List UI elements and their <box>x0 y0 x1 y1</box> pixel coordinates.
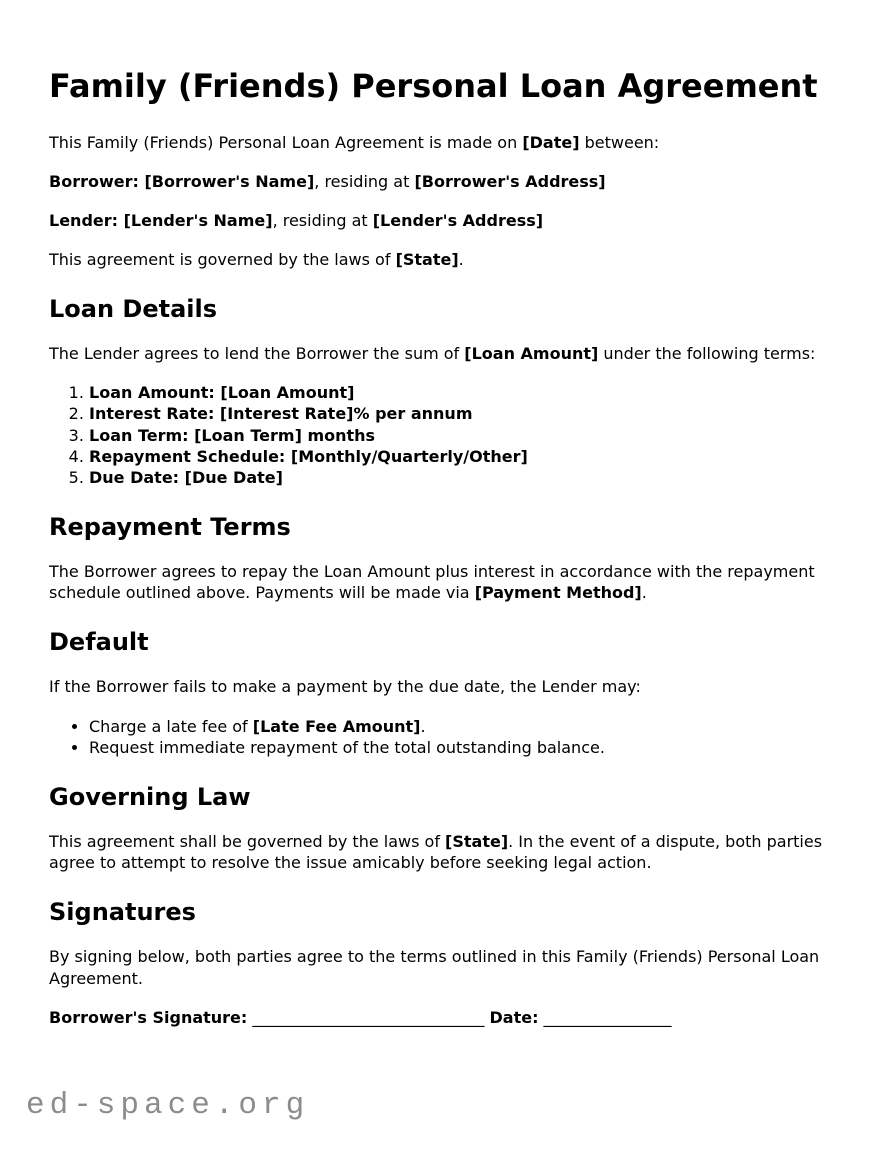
section-heading-signatures: Signatures <box>49 898 196 927</box>
section-heading-repayment-terms: Repayment Terms <box>49 512 291 541</box>
loan-details-intro: The Lender agrees to lend the Borrower the sum of [Loan Amount] under the following terms: <box>49 344 816 364</box>
loan-term-item-repayment-schedule: 4. Repayment Schedule: [Monthly/Quarterly/Other] <box>89 446 843 467</box>
governing-law-body: This agreement shall be governed by the laws of [State]. In the event of a dispute, both parties agree to attempt to resolve the issue amicably before seeking legal action. <box>49 831 823 873</box>
section-heading-default: Default <box>49 628 149 657</box>
section-heading-loan-details: Loan Details <box>49 295 218 324</box>
default-action-immediate-repayment: • Request immediate repayment of the total outstanding balance. <box>89 737 843 758</box>
watermark: ed-space.org <box>26 1088 310 1123</box>
document-title: Family (Friends) Personal Loan Agreement <box>49 67 818 105</box>
default-action-late-fee: • Charge a late fee of [Late Fee Amount]. <box>89 716 843 737</box>
governed-by-line: This agreement is governed by the laws of [State]. <box>49 249 464 269</box>
signatures-body: By signing below, both parties agree to the terms outlined in this Family (Friends) Personal Loan Agreement. <box>49 947 820 988</box>
default-intro: If the Borrower fails to make a payment by the due date, the Lender may: <box>49 677 641 697</box>
loan-term-item-interest-rate: 2. Interest Rate: [Interest Rate]% per annum <box>89 403 843 424</box>
loan-term-item-due-date: 5. Due Date: [Due Date] <box>89 467 843 488</box>
borrower-identity-line: Borrower: [Borrower's Name], residing at [Borrower's Address] <box>49 171 606 191</box>
loan-term-item-amount: 1. Loan Amount: [Loan Amount] <box>89 382 843 403</box>
default-actions-list <box>49 716 843 758</box>
loan-term-item-loan-term: 3. Loan Term: [Loan Term] months <box>89 425 843 446</box>
lender-identity-line: Lender: [Lender's Name], residing at [Lender's Address] <box>49 210 544 230</box>
loan-terms-list <box>49 382 843 488</box>
borrower-signature-line: Borrower's Signature: _____________________________ Date: ________________ <box>49 1007 672 1027</box>
repayment-terms-body: The Borrower agrees to repay the Loan Amount plus interest in accordance with the repayment schedule outlined above. Payments will be made via [Payment Method]. <box>49 562 815 603</box>
section-heading-governing-law: Governing Law <box>49 782 251 811</box>
intro-made-on-paragraph: This Family (Friends) Personal Loan Agreement is made on [Date] between: <box>49 132 660 152</box>
